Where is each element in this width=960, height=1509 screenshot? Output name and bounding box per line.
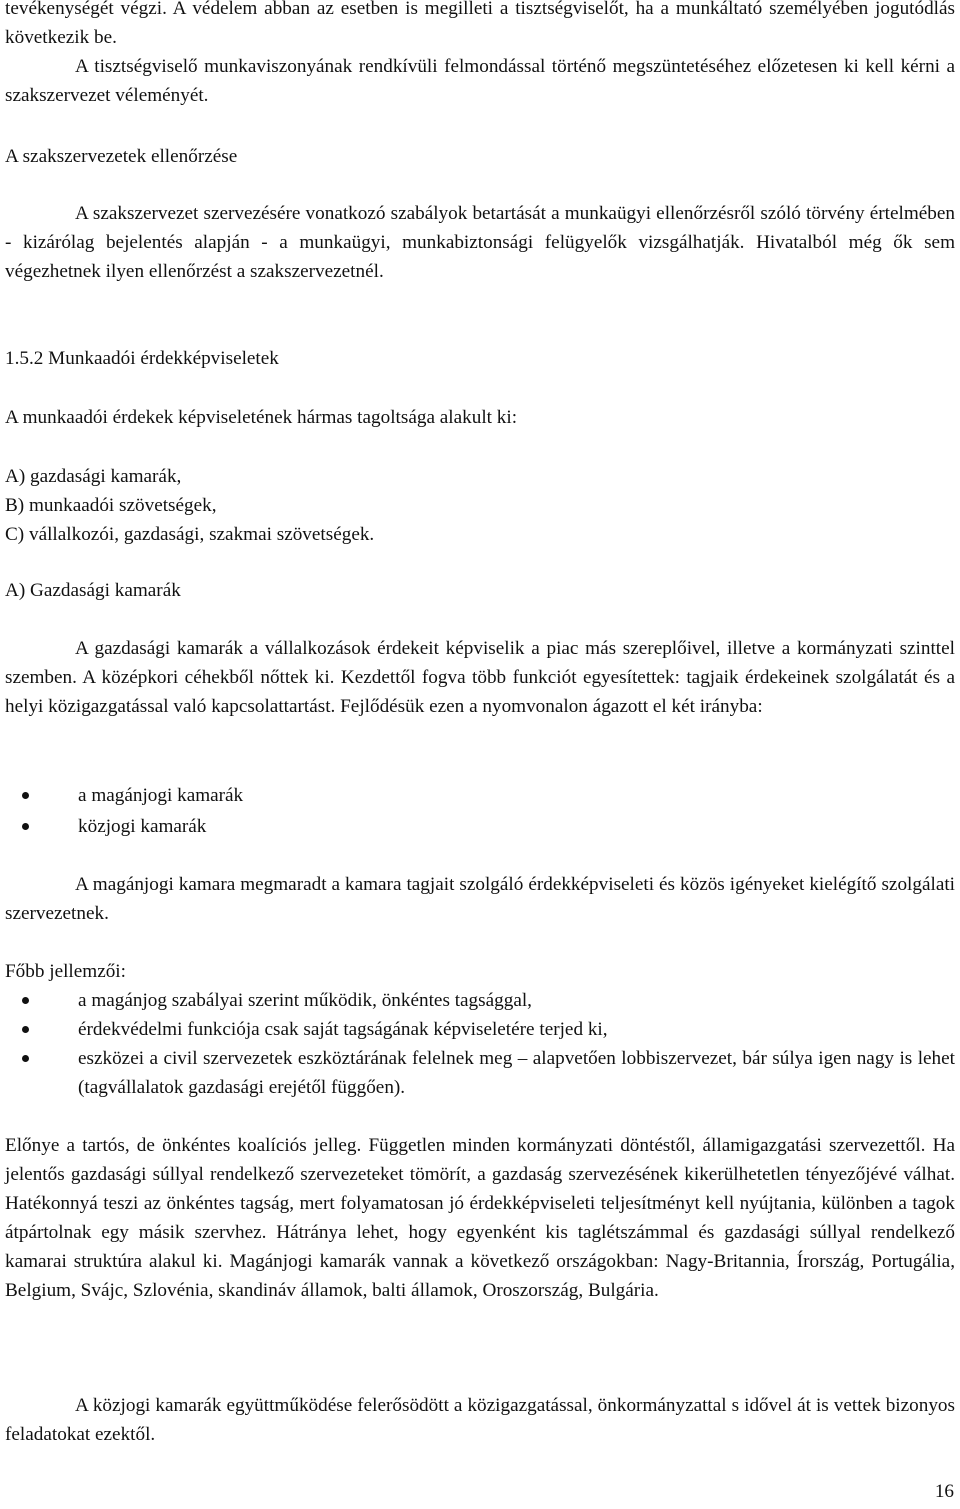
bullet-icon: [22, 997, 29, 1004]
list-item: érdekvédelmi funkciója csak saját tagságának képviseletére terjed ki,: [0, 1015, 955, 1044]
paragraph-employer-interests: A munkaadói érdekek képviseletének hármas tagoltsága alakult ki:: [5, 407, 518, 428]
paragraph-dismissal: A tisztségviselő munkaviszonyának rendkívüli felmondással történő megszüntetéséhez előzetesen ki kell kérni a szakszervezet véleményét.: [5, 56, 955, 106]
paragraph-union-control: A szakszervezet szervezésére vonatkozó szabályok betartását a munkaügyi ellenőrzésről szóló törvény értelmében - kizárólag bejelentés alapján - a munkaügyi, munkabiztonsági felügyelők vizsgálhatják. Hivatalból még ők sem végezhetnek ilyen ellenőrzést a szakszervezetnél.: [5, 203, 955, 282]
bullet-icon: [22, 1026, 29, 1033]
heading-employer-representation: 1.5.2 Munkaadói érdekképviseletek: [5, 348, 279, 369]
list-item-b: B) munkaadói szövetségek,: [5, 495, 217, 516]
paragraph-protection: tevékenységét végzi. A védelem abban az esetben is megilleti a tisztségviselőt, ha a munkáltató személyében jogutódlás következik be.: [5, 0, 955, 48]
page-number: 16: [934, 1481, 954, 1502]
heading-union-control: A szakszervezetek ellenőrzése: [5, 146, 238, 167]
paragraph-public-chambers: A közjogi kamarák együttműködése felerősödött a közigazgatással, önkormányzattal s idővel át is vettek bizonyos feladatokat ezektől.: [5, 1395, 955, 1445]
paragraph-chambers: A gazdasági kamarák a vállalkozások érdekeit képviselik a piac más szereplőivel, illetve a kormányzati szinttel szemben. A középkori céhekből nőttek ki. Kezdettől fogva több funkciót egyesítettek: tagjaik érdekeinek szolgálatát és a helyi közigazgatással való kapcsolattartást. Fejlődésük ezen a nyomvonalon ágazott el két irányba:: [5, 638, 955, 717]
list-item-c: C) vállalkozói, gazdasági, szakmai szövetségek.: [5, 524, 375, 545]
bullet-icon: [22, 823, 29, 830]
bullet-icon: [22, 1055, 29, 1062]
features-list: [0, 986, 955, 1102]
paragraph-private-chamber: A magánjogi kamara megmaradt a kamara tagjait szolgáló érdekképviseleti és közös igényeket kielégítő szolgálati szervezetnek.: [5, 874, 955, 924]
list-item: a magánjog szabályai szerint működik, önkéntes tagsággal,: [0, 986, 955, 1015]
list-item: a magánjogi kamarák: [0, 781, 955, 810]
chamber-types-list: [0, 781, 955, 841]
list-item: eszközei a civil szervezetek eszköztárának felelnek meg – alapvetően lobbiszervezet, bár súlya igen nagy is lehet (tagvállalatok gazdasági erejétől függően).: [0, 1044, 955, 1102]
list-item-a: A) gazdasági kamarák,: [5, 466, 182, 487]
paragraph-advantages: Előnye a tartós, de önkéntes koalíciós jelleg. Független minden kormányzati döntéstől, államigazgatási szervezettől. Ha jelentős gazdasági súllyal rendelkező szervezeteket tömörít, a gazdaság szervezésének kikerülhetetlen tényezőjévé válhat. Hatékonnyá teszi az önkéntes tagság, mert folyamatosan jó érdekképviseleti teljesítményt kell nyújtania, különben a tagok átpártolnak egy másik szervhez. Hátránya lehet, hogy egyenként kis taglétszámmal és gazdasági súllyal rendelkező kamarai struktúra alakul ki. Magánjogi kamarák vannak a következő országokban: Nagy-Britannia, Írország, Portugália, Belgium, Svájc, Szlovénia, skandináv államok, balti államok, Oroszország, Bulgária.: [5, 1135, 955, 1301]
heading-main-features: Főbb jellemzői:: [5, 961, 126, 982]
list-item: közjogi kamarák: [0, 812, 955, 841]
bullet-icon: [22, 792, 29, 799]
heading-chambers: A) Gazdasági kamarák: [5, 580, 181, 601]
